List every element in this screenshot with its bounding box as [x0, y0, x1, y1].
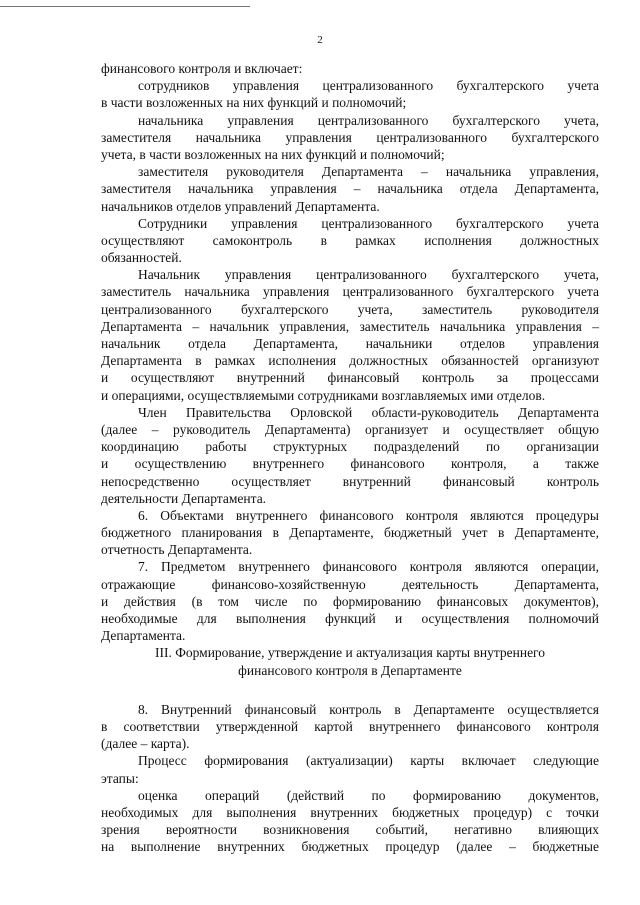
paragraphs-before-heading [101, 60, 599, 644]
paragraphs-after-heading [101, 701, 599, 856]
text-line: начальник отдела Департамента, начальники отделов управления [101, 336, 599, 351]
header-rule [0, 6, 250, 7]
section-heading-line: III. Формирование, утверждение и актуализация карты внутреннего [154, 645, 546, 661]
text-line: в соответствии утвержденной картой внутреннего финансового контроля [101, 718, 599, 734]
text-line: начальников отделов управлений Департамента. [101, 198, 380, 214]
text-line: Сотрудники управления централизованного бухгалтерского учета [138, 215, 599, 231]
section-heading-line: финансового контроля в Департаменте [238, 662, 462, 678]
text-line: необходимых для выполнения внутренних бюджетных процедур) с точки [101, 804, 599, 820]
text-line: и осуществлению внутреннего финансового контроля, а также [101, 456, 599, 472]
paragraph [101, 701, 599, 753]
text-line: зрения вероятности возникновения событий, негативно влияющих [101, 822, 599, 838]
paragraph [101, 404, 599, 507]
text-line: в части возложенных на них функций и полномочий; [101, 95, 407, 111]
text-line: и осуществляют внутренний финансовый контроль за процессами [101, 370, 599, 386]
text-line: заместителя начальника управления централизованного бухгалтерского [101, 129, 599, 145]
paragraph [101, 507, 599, 559]
paragraph [101, 163, 599, 215]
text-line: централизованного бухгалтерского учета, заместитель руководителя [101, 301, 599, 317]
text-line: заместителя начальника управления – начальника отдела Департамента, [101, 181, 599, 197]
text-line: 7. Предметом внутреннего финансового контроля являются операции, [138, 559, 599, 575]
text-line: деятельности Департамента. [101, 490, 267, 506]
paragraph [101, 215, 599, 267]
text-line: Процесс формирования (актуализации) карты включает следующие [138, 753, 599, 769]
text-line: бюджетного планирования в Департаменте, бюджетный учет в Департаменте, [101, 525, 599, 541]
section-heading [101, 644, 599, 678]
paragraph [101, 787, 599, 856]
text-line: Департамента в рамках исполнения должностных обязанностей организуют [101, 353, 599, 369]
paragraph [101, 77, 599, 111]
paragraph [101, 266, 599, 404]
text-line: отражающие финансово-хозяйственную деятельность Департамента, [101, 576, 599, 592]
text-line: Начальник управления централизованного бухгалтерского учета, [138, 267, 599, 283]
text-line: осуществляют самоконтроль в рамках исполнения должностных [101, 232, 599, 248]
text-line: на выполнение внутренних бюджетных процедур (далее – бюджетные [101, 839, 599, 855]
text-line: Департамента – начальник управления, заместитель начальника управления – [101, 318, 599, 334]
document-body [101, 60, 599, 855]
text-line: Департамента. [101, 628, 186, 644]
text-line: 6. Объектами внутреннего финансового контроля являются процедуры [138, 507, 599, 523]
text-line: 8. Внутренний финансовый контроль в Департаменте осуществляется [138, 701, 599, 717]
text-line: этапы: [101, 770, 139, 786]
text-line: (далее – руководитель Департамента) организует и осуществляет общую [101, 421, 599, 437]
text-line: начальника управления централизованного бухгалтерского учета, [138, 112, 599, 128]
text-line: заместитель начальника управления централизованного бухгалтерского учета [101, 284, 599, 300]
paragraph [101, 752, 599, 786]
text-line: необходимые для выполнения функций и осуществления полномочий [101, 611, 599, 626]
text-line: (далее – карта). [101, 736, 190, 752]
paragraph [101, 60, 599, 77]
text-line: и действия (в том числе по формированию финансовых документов), [101, 593, 599, 609]
text-line: и операциями, осуществляемыми сотрудниками возглавляемых ими отделов. [101, 387, 546, 403]
text-line: оценка операций (действий по формированию документов, [138, 787, 599, 803]
section-gap [101, 679, 599, 701]
text-line: непосредственно осуществляет внутренний финансовый контроль [101, 473, 599, 489]
text-line: координацию работы структурных подразделений по организации [101, 439, 599, 455]
paragraph [101, 558, 599, 644]
paragraph [101, 112, 599, 164]
page-number: 2 [317, 34, 323, 46]
text-line: отчетность Департамента. [101, 542, 253, 558]
text-line: заместителя руководителя Департамента – начальника управления, [138, 164, 599, 180]
text-line: учета, в части возложенных на них функций и полномочий; [101, 146, 445, 162]
text-line: Член Правительства Орловской области-руководитель Департамента [138, 404, 599, 420]
text-line: финансового контроля и включает: [101, 61, 303, 76]
text-line: обязанностей. [101, 250, 182, 266]
text-line: сотрудников управления централизованного бухгалтерского учета [138, 78, 599, 94]
